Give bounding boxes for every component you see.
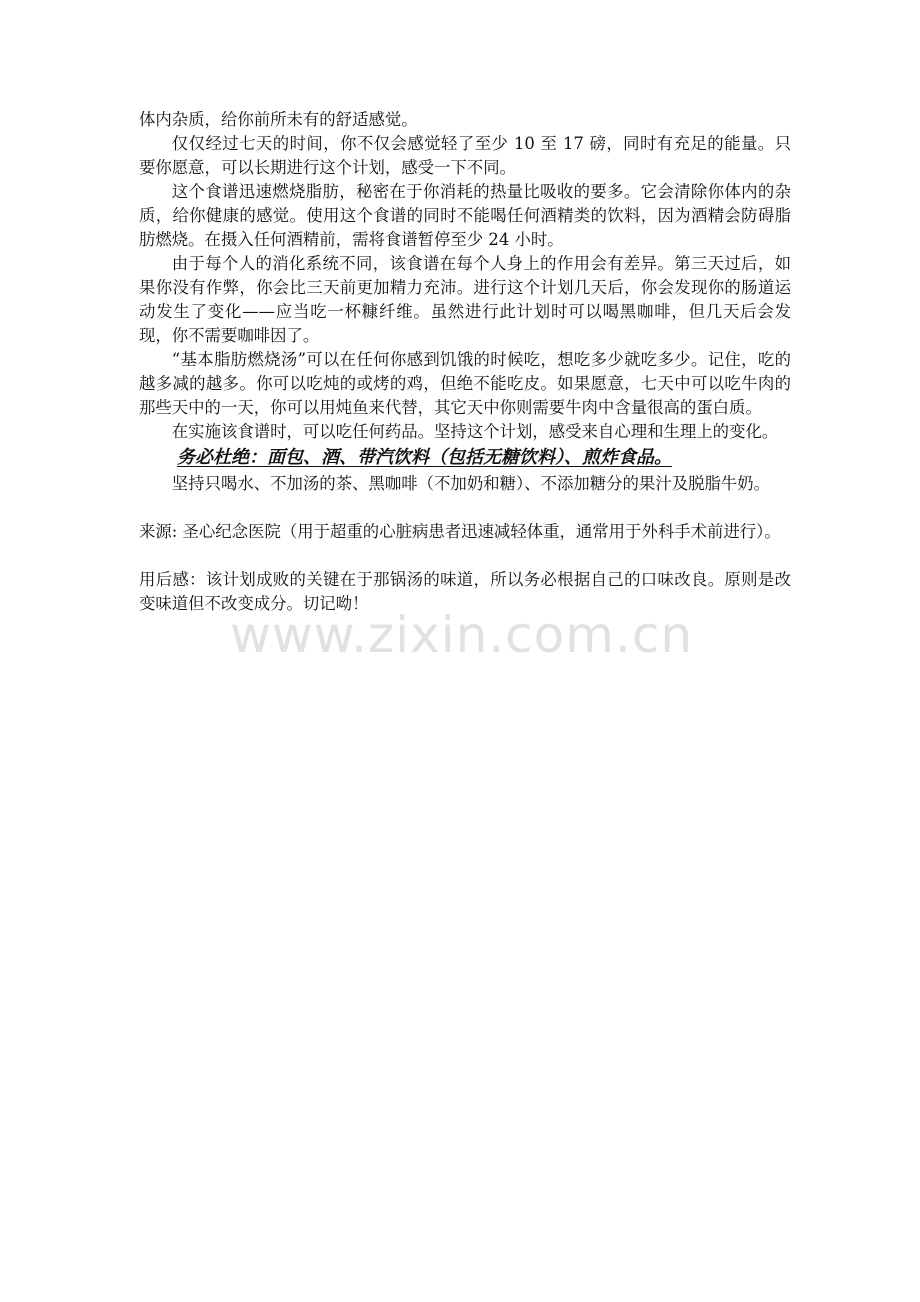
paragraph-fat-burning: 这个食谱迅速燃烧脂肪，秘密在于你消耗的热量比吸收的要多。它会清除你体内的杂质，给你健康的感觉。使用这个食谱的同时不能喝任何酒精类的饮料，因为酒精会防碍脂肪燃烧。在摄入任何酒精前，需将食谱暂停至少 24 小时。 bbox=[139, 182, 791, 249]
paragraph-continuation: 体内杂质，给你前所未有的舒适感觉。 bbox=[139, 110, 418, 129]
feedback-paragraph: 用后感：该计划成败的关键在于那锅汤的味道，所以务必根据自己的口味改良。原则是改变味道但不改变成分。切记呦！ bbox=[139, 570, 791, 613]
source-paragraph: 来源: 圣心纪念医院（用于超重的心脏病患者迅速减轻体重，通常用于外科手术前进行）。 bbox=[139, 522, 781, 541]
paragraph-soup: “基本脂肪燃烧汤”可以在任何你感到饥饿的时候吃，想吃多少就吃多少。记住，吃的越多减的越多。你可以吃炖的或烤的鸡，但绝不能吃皮。如果愿意，七天中可以吃牛肉的那些天中的一天，你可以用炖鱼来代替，其它天中你则需要牛肉中含量很高的蛋白质。 bbox=[139, 350, 791, 417]
paragraph-medicine: 在实施该食谱时，可以吃任何药品。坚持这个计划，感受来自心理和生理上的变化。 bbox=[171, 422, 779, 441]
paragraph-digestion: 由于每个人的消化系统不同，该食谱在每个人身上的作用会有差异。第三天过后，如果你没有作弊，你会比三天前更加精力充沛。进行这个计划几天后，你会发现你的肠道运动发生了变化——应当吃一杯糠纤维。虽然进行此计划时可以喝黑咖啡，但几天后会发现，你不需要咖啡因了。 bbox=[139, 254, 791, 345]
document-page bbox=[139, 108, 791, 616]
paragraph-gap bbox=[139, 496, 791, 520]
paragraph-gap bbox=[139, 544, 791, 568]
paragraph-seven-days: 仅仅经过七天的时间，你不仅会感觉轻了至少 10 至 17 磅，同时有充足的能量。只要你愿意，可以长期进行这个计划，感受一下不同。 bbox=[139, 134, 791, 177]
site-watermark: www.zixin.com.cn bbox=[230, 606, 694, 664]
warning-heading: 务必杜绝：面包、酒、带汽饮料（包括无糖饮料）、煎炸食品。 bbox=[177, 447, 672, 468]
paragraph-drinks: 坚持只喝水、不加汤的茶、黑咖啡（不加奶和糖）、不添加糖分的果汁及脱脂牛奶。 bbox=[171, 474, 771, 493]
